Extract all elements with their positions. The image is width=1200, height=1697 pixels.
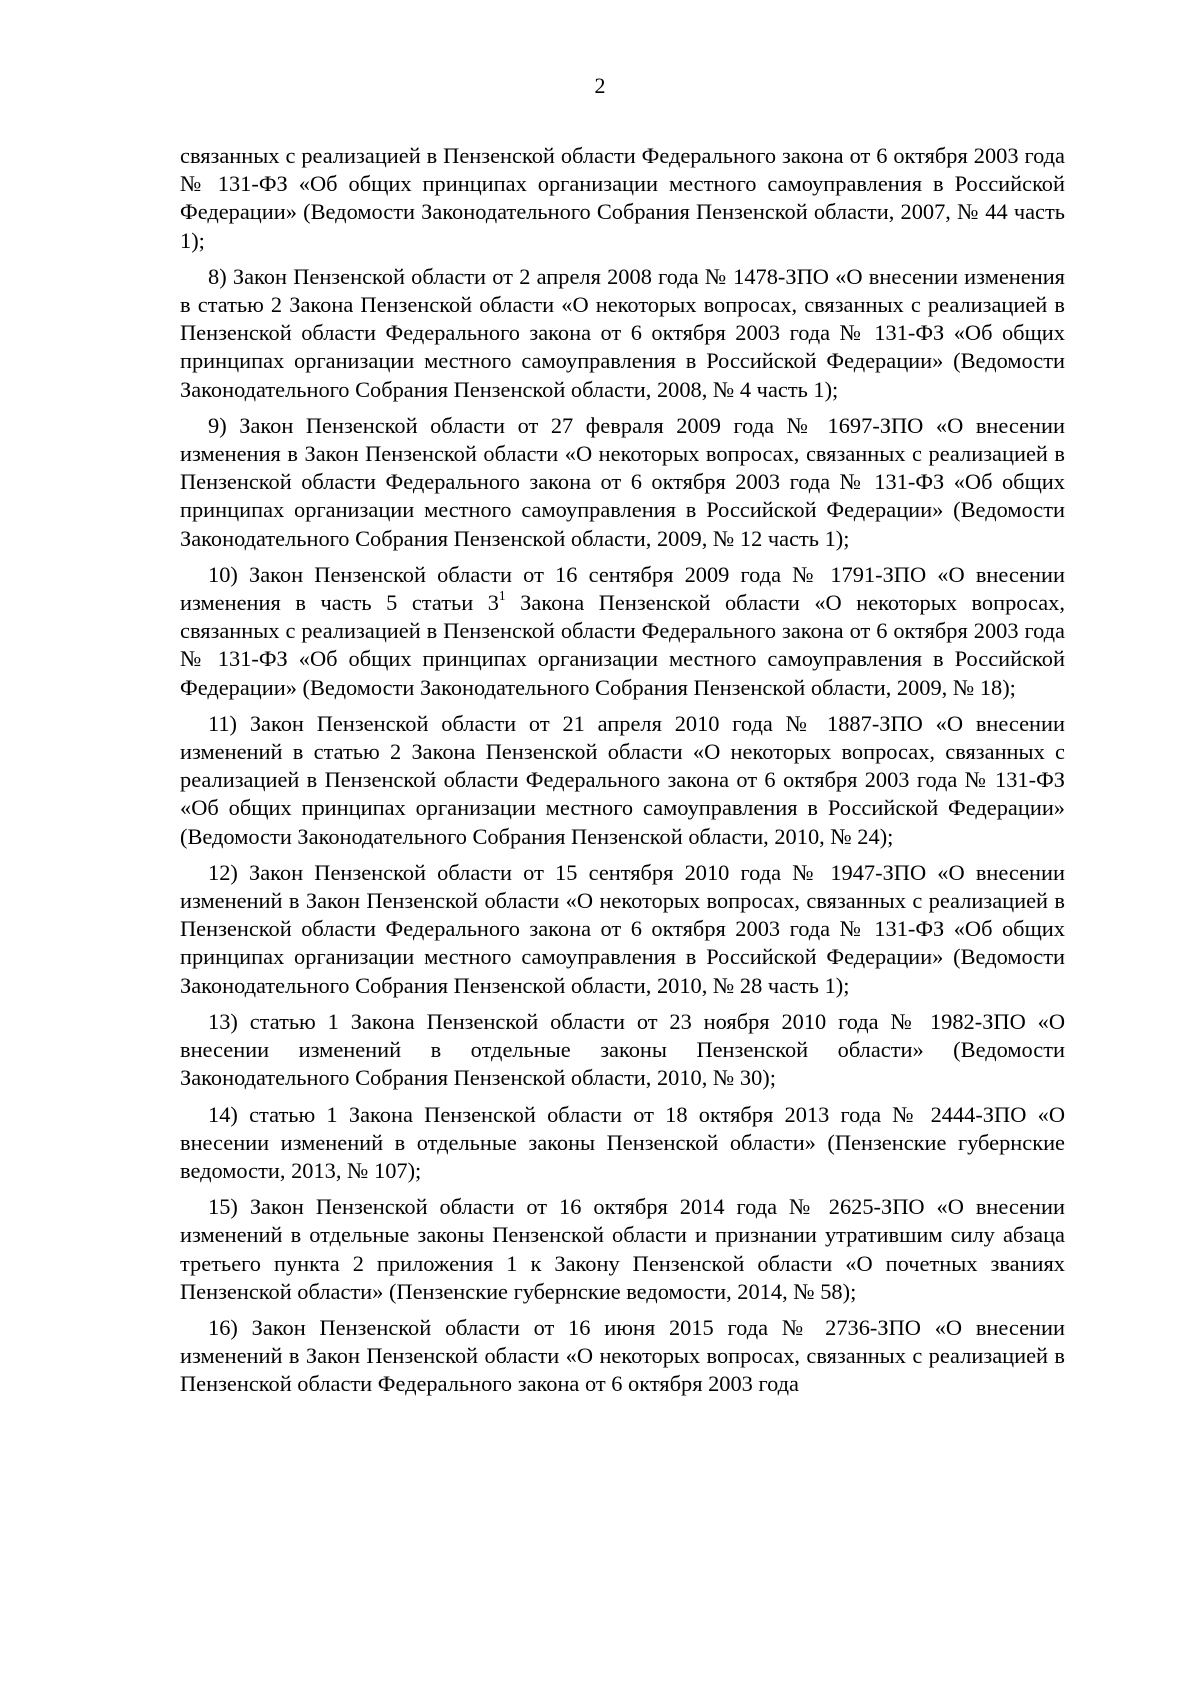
superscript-marker: 1 <box>498 587 506 603</box>
paragraph-item-15: 15) Закон Пензенской области от 16 октября 2014 года № 2625-ЗПО «О внесении изменений в отдельные законы Пензенской области и признании утратившим силу абзаца третьего пункта 2 приложения 1 к Закону Пензенской области «О почетных званиях Пензенской области» (Пензенские губернские ведомости, 2014, № 58); <box>180 1194 1065 1304</box>
paragraph-item-11: 11) Закон Пензенской области от 21 апреля 2010 года № 1887-ЗПО «О внесении изменений в статью 2 Закона Пензенской области «О некоторых вопросах, связанных с реализацией в Пензенской области Федерального закона от 6 октября 2003 года № 131-ФЗ «Об общих принципах организации местного самоуправления в Российской Федерации» (Ведомости Законодательного Собрания Пензенской области, 2010, № 24); <box>180 710 1065 849</box>
document-body <box>180 142 1065 1407</box>
paragraph-item-14: 14) статью 1 Закона Пензенской области от 18 октября 2013 года № 2444-ЗПО «О внесении изменений в отдельные законы Пензенской области» (Пензенские губернские ведомости, 2013, № 107); <box>180 1101 1065 1183</box>
paragraph-item-10-text-end: Закона Пензенской области «О некоторых вопросах, связанных с реализацией в Пензенской области Федерального закона от 6 октября 2003 года № 131-ФЗ «Об общих принципах организации местного самоуправления в Российской Федерации» (Ведомости Законодательного Собрания Пензенской области, 2009, № 18); <box>180 590 1065 700</box>
paragraph-item-10 <box>180 561 1065 702</box>
page-number: 2 <box>594 73 606 98</box>
paragraph-item-7-continuation: связанных с реализацией в Пензенской области Федерального закона от 6 октября 2003 года № 131-ФЗ «Об общих принципах организации местного самоуправления в Российской Федерации» (Ведомости Законодательного Собрания Пензенской области, 2007, № 44 часть 1); <box>180 143 1065 253</box>
paragraph-item-13: 13) статью 1 Закона Пензенской области от 23 ноября 2010 года № 1982-ЗПО «О внесении изменений в отдельные законы Пензенской области» (Ведомости Законодательного Собрания Пензенской области, 2010, № 30); <box>180 1008 1065 1091</box>
paragraph-item-9: 9) Закон Пензенской области от 27 февраля 2009 года № 1697-ЗПО «О внесении изменения в Закон Пензенской области «О некоторых вопросах, связанных с реализацией в Пензенской области Федерального закона от 6 октября 2003 года № 131-ФЗ «Об общих принципах организации местного самоуправления в Российской Федерации» (Ведомости Законодательного Собрания Пензенской области, 2009, № 12 часть 1); <box>180 412 1065 551</box>
paragraph-item-12: 12) Закон Пензенской области от 15 сентября 2010 года № 1947-ЗПО «О внесении изменений в Закон Пензенской области «О некоторых вопросах, связанных с реализацией в Пензенской области Федерального закона от 6 октября 2003 года № 131-ФЗ «Об общих принципах организации местного самоуправления в Российской Федерации» (Ведомости Законодательного Собрания Пензенской области, 2010, № 28 часть 1); <box>180 859 1065 998</box>
paragraph-item-8: 8) Закон Пензенской области от 2 апреля 2008 года № 1478-ЗПО «О внесении изменения в статью 2 Закона Пензенской области «О некоторых вопросах, связанных с реализацией в Пензенской области Федерального закона от 6 октября 2003 года № 131-ФЗ «Об общих принципах организации местного самоуправления в Российской Федерации» (Ведомости Законодательного Собрания Пензенской области, 2008, № 4 часть 1); <box>180 263 1065 402</box>
paragraph-item-10-text-start: 10) Закон Пензенской области от 16 сентября 2009 года № 1791-ЗПО «О внесении изменения в часть 5 статьи 3 <box>180 561 1065 616</box>
paragraph-item-16: 16) Закон Пензенской области от 16 июня 2015 года № 2736-ЗПО «О внесении изменений в Закон Пензенской области «О некоторых вопросах, связанных с реализацией в Пензенской области Федерального закона от 6 октября 2003 года <box>180 1314 1065 1397</box>
